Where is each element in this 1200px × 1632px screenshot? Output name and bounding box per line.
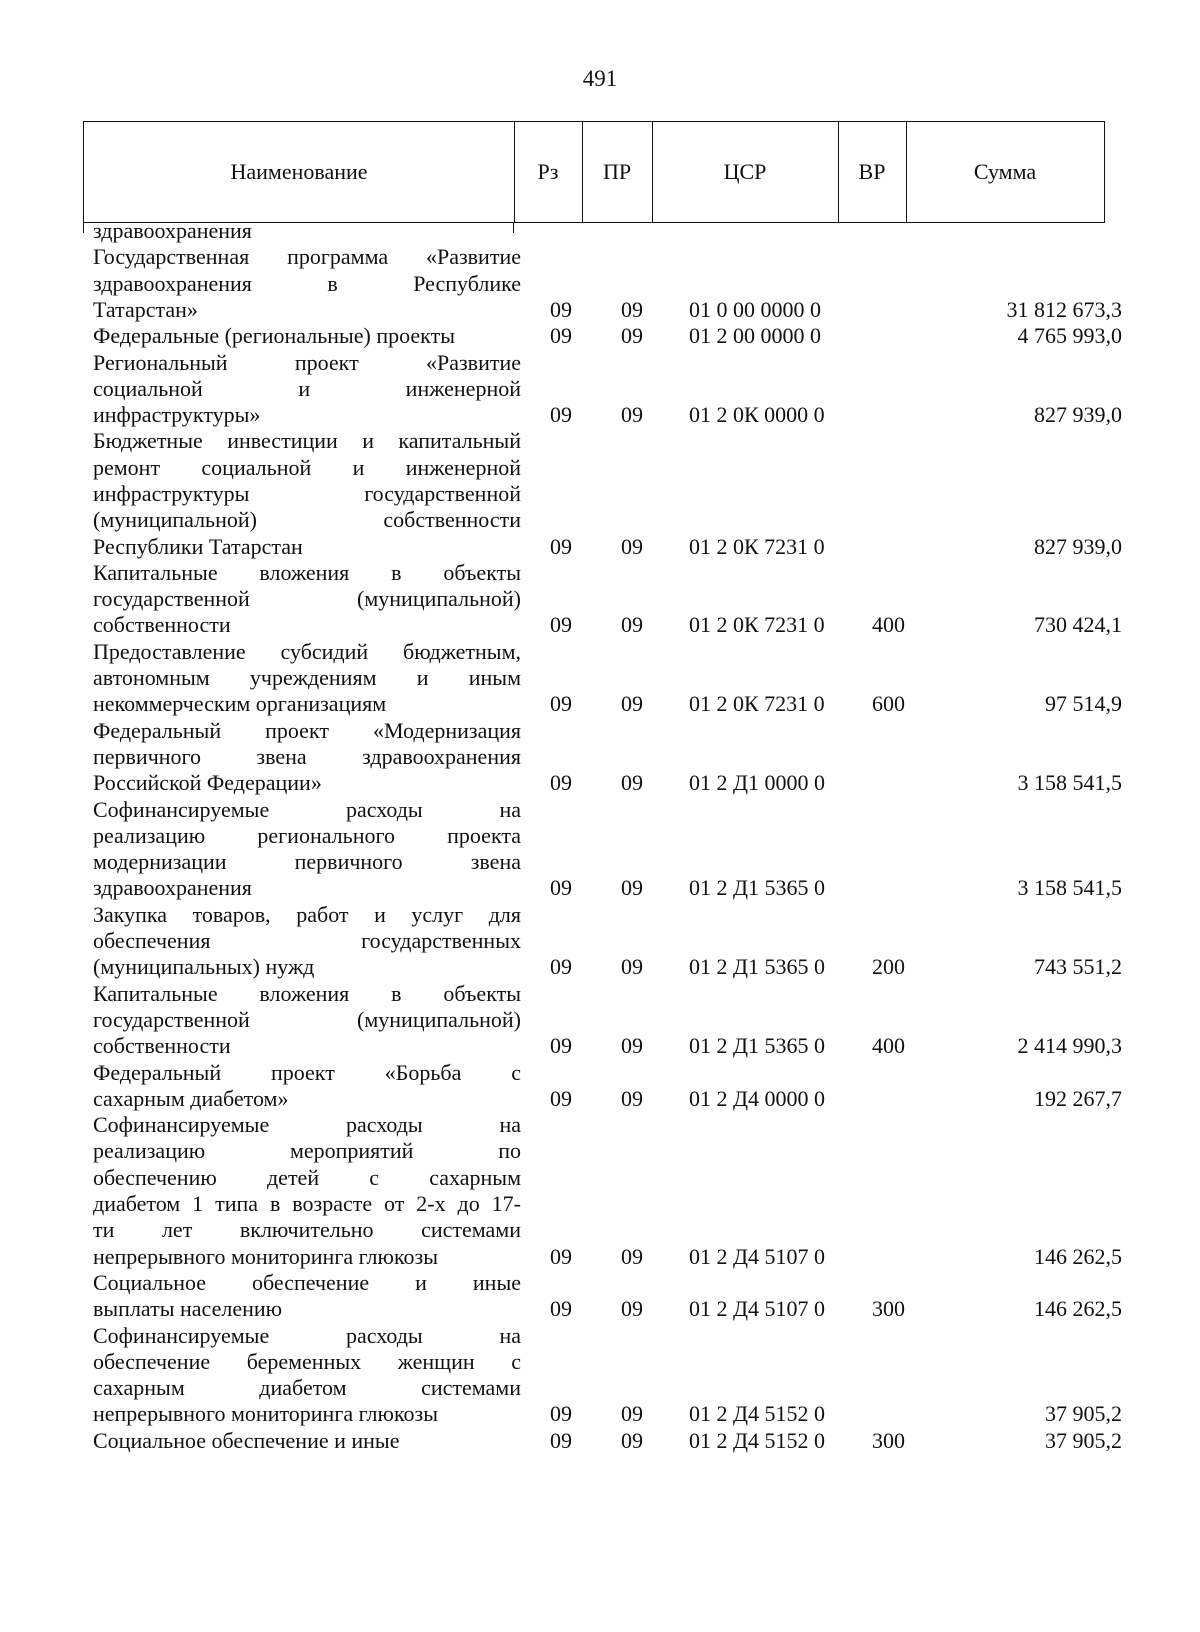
row-sum: 827 939,0 xyxy=(1034,533,1122,559)
header-pr: ПР xyxy=(602,159,632,184)
row-name xyxy=(93,1060,521,1113)
row-name-line: реализацию регионального проекта xyxy=(93,822,521,848)
row-csr: 01 2 0К 7231 0 xyxy=(689,612,825,638)
row-name xyxy=(93,560,521,639)
row-csr: 01 2 0К 0000 0 xyxy=(689,402,825,428)
row-pr: 09 xyxy=(621,1401,643,1427)
row-name-line: здравоохранения xyxy=(93,218,252,243)
row-sum: 97 514,9 xyxy=(1045,691,1122,717)
row-vr: 300 xyxy=(872,1427,905,1453)
row-rz: 09 xyxy=(550,1401,572,1427)
row-name-line: Бюджетные инвестиции и капитальный xyxy=(93,428,521,454)
row-name-line: инфраструктуры» xyxy=(93,402,261,428)
row-name-line: собственности xyxy=(93,1033,231,1059)
row-name xyxy=(93,1270,521,1323)
row-rz: 09 xyxy=(550,1296,572,1322)
row-name-line: Федеральный проект «Модернизация xyxy=(93,717,521,743)
row-rz: 09 xyxy=(550,1243,572,1269)
page-number: 491 xyxy=(582,66,618,91)
row-csr: 01 2 Д1 5365 0 xyxy=(689,954,826,980)
row-sum: 3 158 541,5 xyxy=(1017,770,1122,796)
row-rz: 09 xyxy=(550,612,572,638)
row-name-line: непрерывного мониторинга глюкозы xyxy=(93,1401,438,1427)
row-name-line: Социальное обеспечение и иные xyxy=(93,1270,521,1295)
row-name-line: Государственная программа «Развитие xyxy=(93,244,521,270)
row-name xyxy=(93,902,521,981)
row-csr: 01 2 00 0000 0 xyxy=(689,323,821,349)
row-name-line: сахарным диабетом системами xyxy=(93,1375,521,1401)
row-name xyxy=(93,639,521,718)
header-vr: ВР xyxy=(858,159,886,184)
row-csr: 01 2 Д4 5107 0 xyxy=(689,1243,826,1269)
row-name-line: обеспечения государственных xyxy=(93,928,521,954)
row-csr: 01 2 Д4 5152 0 xyxy=(689,1427,826,1453)
row-pr: 09 xyxy=(621,402,643,428)
row-pr: 09 xyxy=(621,1427,643,1453)
row-sum: 37 905,2 xyxy=(1045,1401,1122,1427)
row-name-line: сахарным диабетом» xyxy=(93,1085,289,1111)
row-name-line: инфраструктуры государственной xyxy=(93,480,521,506)
row-rz: 09 xyxy=(550,875,572,901)
row-name-line: непрерывного мониторинга глюкозы xyxy=(93,1243,438,1269)
row-name-line: обеспечение беременных женщин с xyxy=(93,1348,521,1374)
row-name xyxy=(93,1323,521,1428)
header-name: Наименование xyxy=(230,159,368,184)
row-rz: 09 xyxy=(550,323,572,349)
row-name-line: Софинансируемые расходы на xyxy=(93,1322,521,1348)
row-name-line: здравоохранения в Республике xyxy=(93,270,521,296)
row-csr: 01 2 Д4 0000 0 xyxy=(689,1085,826,1111)
row-sum: 827 939,0 xyxy=(1034,402,1122,428)
row-sum: 2 414 990,3 xyxy=(1017,1033,1122,1059)
row-name-line: модернизации первичного звена xyxy=(93,849,521,875)
row-name-line: Республики Татарстан xyxy=(93,533,303,559)
row-sum: 31 812 673,3 xyxy=(1006,296,1122,322)
row-rz: 09 xyxy=(550,402,572,428)
header-sum: Сумма xyxy=(973,159,1037,184)
row-name xyxy=(93,797,521,902)
row-pr: 09 xyxy=(621,1085,643,1111)
row-name-line: реализацию мероприятий по xyxy=(93,1138,521,1164)
row-sum: 37 905,2 xyxy=(1045,1427,1122,1453)
row-csr: 01 2 0К 7231 0 xyxy=(689,533,825,559)
row-name xyxy=(93,350,521,429)
row-sum: 146 262,5 xyxy=(1034,1296,1122,1322)
header-csr: ЦСР xyxy=(723,159,767,184)
row-pr: 09 xyxy=(621,612,643,638)
row-name-line: обеспечению детей с сахарным xyxy=(93,1164,521,1190)
row-csr: 01 2 Д4 5152 0 xyxy=(689,1401,826,1427)
row-name xyxy=(93,244,521,323)
row-name-line: Софинансируемые расходы на xyxy=(93,1112,521,1138)
row-csr: 01 0 00 0000 0 xyxy=(689,296,821,322)
row-name-line: государственной (муниципальной) xyxy=(93,586,521,612)
row-name-line: государственной (муниципальной) xyxy=(93,1006,521,1032)
row-rz: 09 xyxy=(550,1427,572,1453)
row-rz: 09 xyxy=(550,533,572,559)
row-name-line: социальной и инженерной xyxy=(93,375,521,401)
row-rz: 09 xyxy=(550,770,572,796)
row-vr: 400 xyxy=(872,612,905,638)
row-csr: 01 2 Д4 5107 0 xyxy=(689,1296,826,1322)
row-name-line: Предоставление субсидий бюджетным, xyxy=(93,638,521,664)
row-name xyxy=(93,218,521,244)
row-name xyxy=(93,428,521,559)
row-rz: 09 xyxy=(550,296,572,322)
row-pr: 09 xyxy=(621,323,643,349)
row-name-line: Региональный проект «Развитие xyxy=(93,349,521,375)
row-name xyxy=(93,323,521,349)
row-csr: 01 2 Д1 5365 0 xyxy=(689,1033,826,1059)
row-name-line: Капитальные вложения в объекты xyxy=(93,559,521,585)
row-name xyxy=(93,718,521,797)
row-name-line: Федеральный проект «Борьба с xyxy=(93,1059,521,1085)
row-pr: 09 xyxy=(621,1296,643,1322)
row-name-line: автономным учреждениям и иным xyxy=(93,665,521,691)
row-name-line: Софинансируемые расходы на xyxy=(93,796,521,822)
row-name-line: ремонт социальной и инженерной xyxy=(93,454,521,480)
row-name-line: Российской Федерации» xyxy=(93,770,322,796)
row-sum: 192 267,7 xyxy=(1034,1085,1122,1111)
header-rz: Рз xyxy=(537,159,559,184)
row-name-line: выплаты населению xyxy=(93,1296,283,1322)
row-sum: 743 551,2 xyxy=(1034,954,1122,980)
row-vr: 300 xyxy=(872,1296,905,1322)
row-name-line: собственности xyxy=(93,612,231,638)
row-vr: 400 xyxy=(872,1033,905,1059)
row-name xyxy=(93,981,521,1060)
row-rz: 09 xyxy=(550,954,572,980)
row-name-line: Социальное обеспечение и иные xyxy=(93,1427,400,1453)
row-name-line: Закупка товаров, работ и услуг для xyxy=(93,901,521,927)
row-name-line: (муниципальной) собственности xyxy=(93,507,521,533)
row-pr: 09 xyxy=(621,296,643,322)
row-name-line: ти лет включительно системами xyxy=(93,1217,521,1243)
row-name-line: первичного звена здравоохранения xyxy=(93,743,521,769)
row-pr: 09 xyxy=(621,1243,643,1269)
row-sum: 4 765 993,0 xyxy=(1017,323,1122,349)
row-pr: 09 xyxy=(621,954,643,980)
row-name xyxy=(93,1428,521,1454)
row-pr: 09 xyxy=(621,875,643,901)
row-pr: 09 xyxy=(621,691,643,717)
row-name-line: здравоохранения xyxy=(93,875,252,901)
row-name xyxy=(93,1112,521,1270)
row-sum: 730 424,1 xyxy=(1034,612,1122,638)
row-csr: 01 2 0К 7231 0 xyxy=(689,691,825,717)
row-pr: 09 xyxy=(621,770,643,796)
row-csr: 01 2 Д1 5365 0 xyxy=(689,875,826,901)
row-pr: 09 xyxy=(621,1033,643,1059)
row-rz: 09 xyxy=(550,1033,572,1059)
row-rz: 09 xyxy=(550,1085,572,1111)
row-vr: 600 xyxy=(872,691,905,717)
row-name-line: Федеральные (региональные) проекты xyxy=(93,323,455,349)
row-name-line: диабетом 1 типа в возрасте от 2-х до 17- xyxy=(93,1191,521,1217)
row-name-line: (муниципальных) нужд xyxy=(93,954,315,980)
row-sum: 3 158 541,5 xyxy=(1017,875,1122,901)
row-pr: 09 xyxy=(621,533,643,559)
row-name-line: Татарстан» xyxy=(93,296,198,322)
row-rz: 09 xyxy=(550,691,572,717)
row-name-line: Капитальные вложения в объекты xyxy=(93,980,521,1006)
row-name-line: некоммерческим организациям xyxy=(93,691,387,717)
row-csr: 01 2 Д1 0000 0 xyxy=(689,770,826,796)
row-sum: 146 262,5 xyxy=(1034,1243,1122,1269)
row-vr: 200 xyxy=(872,954,905,980)
